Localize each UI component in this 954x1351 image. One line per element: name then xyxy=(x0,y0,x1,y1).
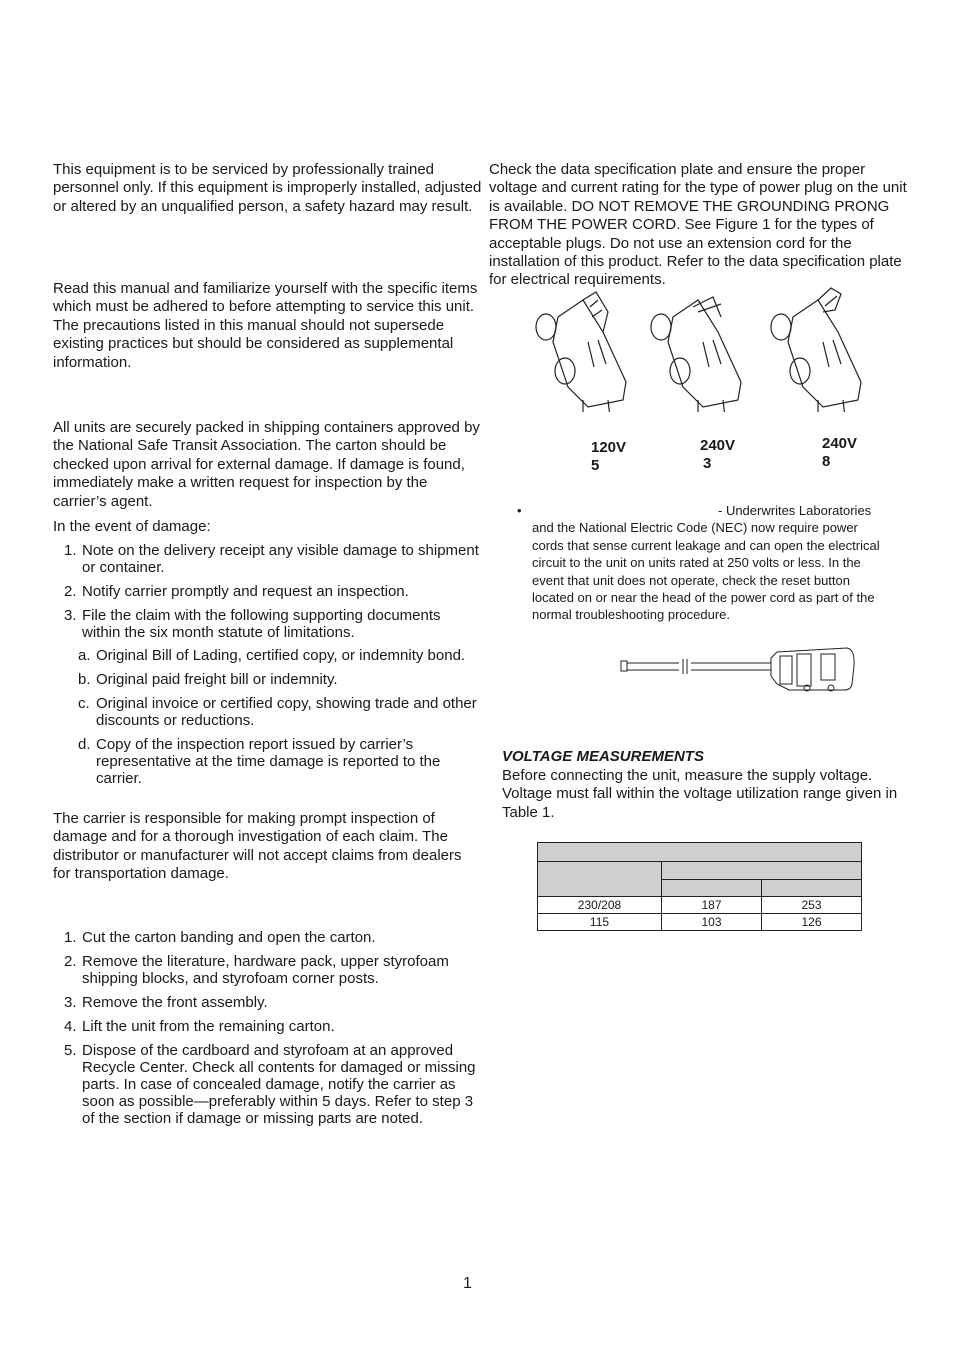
plug-120v-icon xyxy=(536,292,626,412)
table-row: 230/208 187 253 xyxy=(538,897,862,914)
shipping-paragraph: All units are securely packed in shipping containers approved by the National Safe Transit Association. The carton should be checked upon arrival for external damage. If damage is found, immediately make a written request for inspection by the carrier’s agent. xyxy=(53,419,480,510)
voltage-heading: VOLTAGE MEASUREMENTS xyxy=(502,748,704,765)
list-item: d. Copy of the inspection report issued by carrier’s representative at the time damage is reported to the carrier. xyxy=(78,736,441,787)
lcdi-paragraph: - Underwrites Laboratories and the National Electric Code (NEC) now require power cords that sense current leakage and can open the electrical circuit to the unit on units rated at 250 volts or less. In the event that unit does not operate, check the reset button located on or near the head of the power cord as part of the normal troubleshooting procedure. xyxy=(532,503,880,623)
bullet-marker: • xyxy=(517,503,522,518)
unpacking-steps-list xyxy=(53,929,483,1127)
voltage-paragraph: Before connecting the unit, measure the supply voltage. Voltage must fall within the voltage utilization range given in Table 1. xyxy=(502,767,898,821)
damage-steps-list xyxy=(53,542,483,641)
damage-intro: In the event of damage: xyxy=(53,518,211,535)
plug-label-120v: 120V 5 xyxy=(591,439,627,474)
claim-documents-list xyxy=(53,647,483,787)
plug-illustrations xyxy=(528,282,878,412)
list-item: c. Original invoice or certified copy, showing trade and other discounts or reductions. xyxy=(78,695,477,729)
page-number: 1 xyxy=(463,1275,472,1292)
table-header-cell xyxy=(538,862,662,897)
list-item: 2. Notify carrier promptly and request an inspection. xyxy=(64,583,409,600)
plug-label-240v-a: 240V 3 xyxy=(700,437,736,472)
table-header-cell xyxy=(762,879,862,897)
list-item: 4. Lift the unit from the remaining carton. xyxy=(64,1018,335,1035)
plug-240v-20a-icon xyxy=(771,288,861,412)
power-cord-icon xyxy=(619,644,857,694)
list-item: 5. Dispose of the cardboard and styrofoam at an approved Recycle Center. Check all contents for damaged or missing parts. In case of concealed damage, notify the carrier as soon as possible—preferably within 5 days. Refer to step 3 of the section if damage or missing parts are noted. xyxy=(64,1042,476,1127)
carrier-responsibility-paragraph: The carrier is responsible for making prompt inspection of damage and for a thorough investigation of each claim. The distributor or manufacturer will not accept claims from dealers for transportation damage. xyxy=(53,810,462,883)
voltage-table xyxy=(537,842,862,931)
list-item: 3. Remove the front assembly. xyxy=(64,994,268,1011)
table-header-cell xyxy=(662,879,762,897)
power-plug-paragraph: Check the data specification plate and ensure the proper voltage and current rating for the type of power plug on the unit is available. DO NOT REMOVE THE GROUNDING PRONG FROM THE POWER CORD. See Figure 1 for the types of acceptable plugs. Do not use an extension cord for the installation of this product. Refer to the data specification plate for electrical requirements. xyxy=(489,161,907,289)
plug-240v-15a-icon xyxy=(651,297,741,412)
list-item: 1. Note on the delivery receipt any visible damage to shipment or container. xyxy=(64,542,479,576)
table-row: 115 103 126 xyxy=(538,914,862,931)
table-title-cell xyxy=(538,843,862,862)
list-item: 1. Cut the carton banding and open the carton. xyxy=(64,929,376,946)
list-item: 2. Remove the literature, hardware pack, upper styrofoam shipping blocks, and styrofoam corner posts. xyxy=(64,953,449,987)
table-header-cell xyxy=(662,862,862,880)
list-item: 3. File the claim with the following supporting documents within the six month statute of limitations. xyxy=(64,607,441,641)
list-item: a. Original Bill of Lading, certified copy, or indemnity bond. xyxy=(78,647,466,664)
read-manual-paragraph: Read this manual and familiarize yourself with the specific items which must be adhered to before attempting to service this unit. The precautions listed in this manual should not supersede existing practices but should be considered as supplemental information. xyxy=(53,280,478,371)
list-item: b. Original paid freight bill or indemnity. xyxy=(78,671,338,688)
intro-paragraph: This equipment is to be serviced by professionally trained personnel only. If this equipment is improperly installed, adjusted or altered by an unqualified person, a safety hazard may result. xyxy=(53,161,482,215)
plug-label-240v-b: 240V 8 xyxy=(822,435,858,470)
